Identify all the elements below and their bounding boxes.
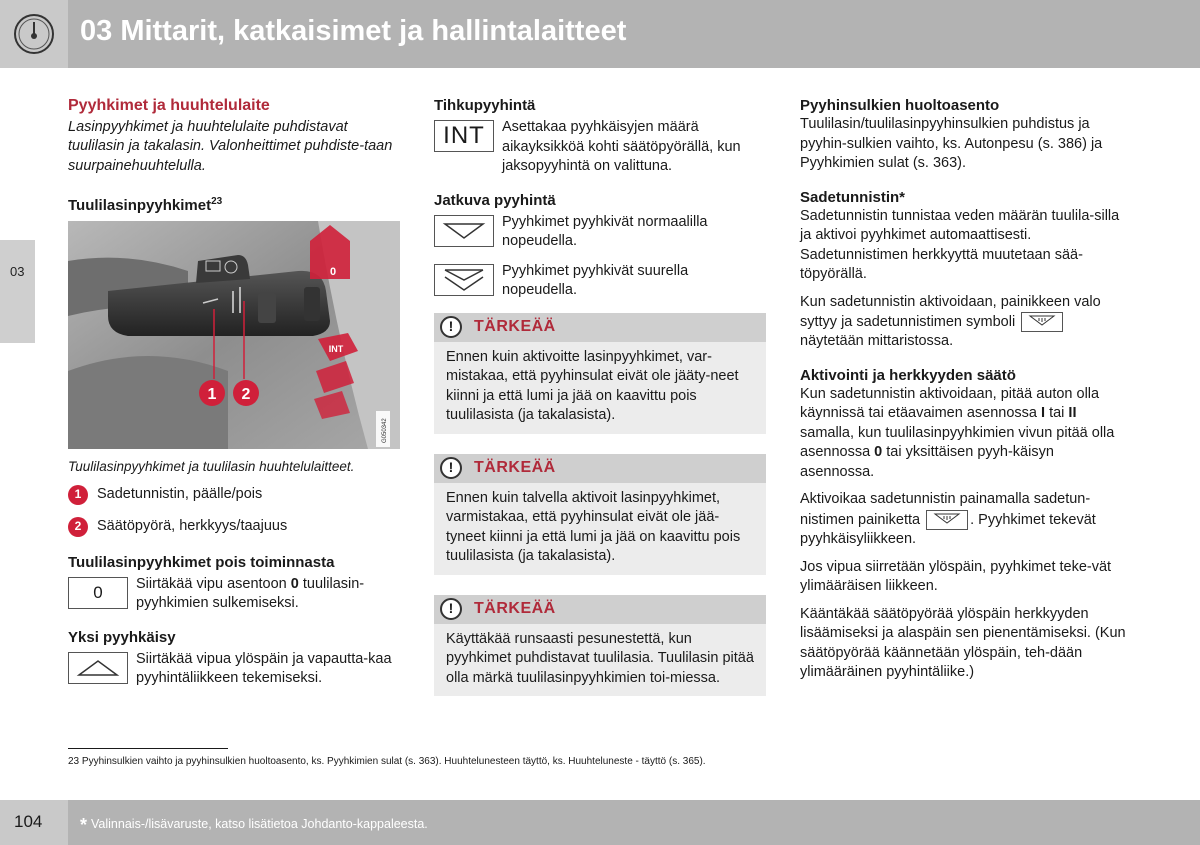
subheading-text: Tuulilasinpyyhkimet — [68, 197, 212, 214]
exclamation-icon: ! — [440, 457, 462, 479]
important-title-2: TÄRKEÄÄ — [474, 459, 556, 477]
double-triangle-down-icon — [441, 267, 487, 293]
single-wipe-symbol — [68, 652, 128, 684]
legend-number-2: 2 — [68, 517, 88, 537]
subheading-wipers-off: Tuulilasinpyyhkimet pois toiminnasta — [68, 553, 335, 571]
intermittent-text: Asettakaa pyyhkäisyjen määrä aikayksikköä kohti säätöpyörällä, kun jaksopyyhintä on valittuna. — [502, 119, 741, 174]
activation-p2-a: Aktivoikaa sadetunnistin painamalla sadetun-nistimen painiketta — [800, 491, 1091, 528]
page-header — [0, 0, 1200, 68]
exclamation-icon: ! — [440, 316, 462, 338]
page-number-box — [0, 800, 68, 845]
triangle-up-icon — [75, 657, 121, 679]
single-wipe-row — [68, 650, 400, 689]
activation-p1-d: samalla, kun tuulilasinpyyhkimien vivun pitää olla asennossa — [800, 424, 1115, 461]
activation-p1-bold-2: II — [1068, 405, 1077, 422]
important-text-2: Ennen kuin talvella aktivoit lasinpyyhkimet, varmistakaa, että pyyhinsulat eivät ole jää-tyneet kiinni ja että lumi ja jää on kaavittu pois tuulilasista (ja takalasista). — [446, 489, 741, 564]
important-box-2 — [434, 454, 766, 575]
footnote: 23 Pyyhinsulkien vaihto ja pyyhinsulkien huoltoasento, ks. Pyyhkimien sulat (s. 363). Huuhtelunesteen täyttö, ks. Huuhteluneste - täyttö (s. 365). — [68, 756, 706, 767]
legend-item-1 — [68, 485, 400, 505]
continuous-normal-text: Pyyhkimet pyyhkivät normaalilla nopeudella. — [502, 213, 708, 249]
position-0-symbol: 0 — [68, 577, 128, 609]
triangle-down-icon — [441, 220, 487, 242]
footnote-rule — [68, 748, 228, 749]
important-title-3: TÄRKEÄÄ — [474, 600, 556, 618]
activation-p2 — [800, 490, 1130, 549]
wipers-off-row — [68, 575, 400, 614]
gauge-icon — [0, 0, 68, 68]
fast-speed-symbol — [434, 264, 494, 296]
subheading-continuous: Jatkuva pyyhintä — [434, 191, 556, 209]
important-box-1 — [434, 313, 766, 434]
activation-p1-a: Kun sadetunnistin aktivoidaan, pitää auton olla käynnissä tai etäavaimen asennossa — [800, 385, 1100, 422]
page-title: 03 Mittarit, katkaisimet ja hallintalaitteet — [80, 15, 627, 47]
exclamation-icon: ! — [440, 598, 462, 620]
callout-2: 2 — [241, 386, 251, 403]
chapter-tab — [0, 240, 35, 343]
important-title-1: TÄRKEÄÄ — [474, 318, 556, 336]
gauge-icon-box — [0, 0, 68, 68]
legend-number-1: 1 — [68, 485, 88, 505]
subheading-single-wipe: Yksi pyyhkäisy — [68, 628, 176, 646]
chapter-tab-label: 03 — [10, 264, 25, 279]
normal-speed-symbol — [434, 215, 494, 247]
activation-p1-c: tai — [1045, 405, 1069, 422]
marker-0: 0 — [329, 266, 337, 278]
page-footer — [0, 800, 1200, 845]
wipers-off-text-b: tuulilasin-pyyhkimien sulkemiseksi. — [136, 575, 365, 611]
continuous-normal-row — [434, 213, 766, 252]
wipers-off-text-a: Siirtäkää vipu asentoon — [136, 575, 291, 592]
footnote-ref: 23 — [211, 196, 223, 207]
legend-text-2: Säätöpyörä, herkkyys/taajuus — [97, 517, 288, 534]
rain-sensor-icon — [1027, 313, 1057, 327]
callout-1: 1 — [207, 386, 217, 403]
column-2 — [434, 96, 766, 696]
column-1 — [68, 96, 400, 689]
rain-sensor-text: Sadetunnistin tunnistaa veden määrän tuulila-silla ja aktivoi pyyhkimet automaattisesti. Sadetunnistimen herkkyyttä muutetaan sää-töpyörällä. — [800, 207, 1120, 282]
rain-sensor-symbol — [1021, 312, 1063, 332]
int-symbol: INT — [434, 120, 494, 152]
asterisk: * — [80, 815, 88, 835]
service-position-text: Tuulilasin/tuulilasinpyyhinsulkien puhdistus ja pyyhin-sulkien vaihto, ks. Autonpesu (s. 386) ja Pyyhkimien sulat (s. 363). — [800, 116, 1103, 171]
activation-p4: Kääntäkää säätöpyörää ylöspäin herkkyyden lisäämiseksi ja alaspäin sen pienentämiseksi. (Kun säätöpyörää käännetään ylöspäin, teh-dään ylimääräinen pyyhintäliike.) — [800, 605, 1126, 681]
legend-item-2 — [68, 517, 400, 537]
intermittent-row — [434, 118, 766, 177]
photo-code: G050342 — [382, 418, 388, 443]
subheading-windshield-wipers — [68, 192, 400, 215]
activation-p3: Jos vipua siirretään ylöspäin, pyyhkimet teke-vät ylimääräisen liikkeen. — [800, 558, 1112, 595]
important-header-1 — [434, 313, 766, 342]
wiper-stalk-photo — [68, 221, 400, 449]
wipers-off-bold: 0 — [290, 575, 299, 592]
continuous-fast-text: Pyyhkimet pyyhkivät suurella nopeudella. — [502, 262, 689, 298]
subheading-intermittent: Tihkupyyhintä — [434, 97, 536, 114]
activation-p2-b: . Pyyhkimet tekevät pyyhkäisyliikkeen. — [800, 511, 1096, 548]
continuous-fast-row — [434, 262, 766, 301]
single-wipe-text: Siirtäkää vipua ylöspäin ja vapautta-kaa pyyhintäliikkeen tekemiseksi. — [136, 650, 392, 686]
section-heading-wipers: Pyyhkimet ja huuhtelulaite — [68, 97, 270, 114]
wiper-stalk-illustration — [68, 221, 400, 449]
rain-sensor-button-symbol — [926, 510, 968, 530]
important-text-1: Ennen kuin aktivoitte lasinpyyhkimet, var-mistakaa, että pyyhinsulat eivät ole jääty-neet kiinni ja että lumi ja jää on kaavittu pois tuulilasista (ja takalasista). — [446, 348, 739, 423]
rain-sensor-symbol-paragraph — [800, 293, 1130, 352]
subheading-activation: Aktivointi ja herkkyyden säätö — [800, 366, 1016, 384]
subheading-service-position: Pyyhinsulkien huoltoasento — [800, 97, 1000, 114]
rain-sensor-p2-b: näytetään mittaristossa. — [800, 333, 954, 350]
section-intro: Lasinpyyhkimet ja huuhtelulaite puhdistavat tuulilasin ja takalasin. Valonheittimet puhdiste-taan suurpainehuuhtelulla. — [68, 118, 393, 174]
optional-equipment-note — [80, 815, 428, 836]
activation-p1-bold-3: 0 — [874, 444, 883, 461]
activation-p1 — [800, 385, 1130, 483]
important-header-2 — [434, 454, 766, 483]
important-box-3 — [434, 595, 766, 697]
activation-p1-bold-1: I — [1041, 405, 1046, 422]
rain-sensor-p2-a: Kun sadetunnistin aktivoidaan, painikkeen valo syttyy ja sadetunnistimen symboli — [800, 293, 1101, 330]
subheading-rain-sensor: Sadetunnistin* — [800, 188, 906, 206]
optional-equipment-text: Valinnais-/lisävaruste, katso lisätietoa Johdanto-kappaleesta. — [91, 817, 428, 831]
legend-text-1: Sadetunnistin, päälle/pois — [97, 485, 263, 502]
page-number: 104 — [14, 812, 43, 831]
important-text-3: Käyttäkää runsaasti pesunestettä, kun pyyhkimet puhdistavat tuulilasia. Tuulilasin pitää olla märkä tuulilasinpyyhkimien toi-miessa. — [446, 630, 754, 686]
important-header-3 — [434, 595, 766, 624]
rain-sensor-icon — [932, 511, 962, 525]
photo-caption: Tuulilasinpyyhkimet ja tuulilasin huuhtelulaitteet. — [68, 459, 355, 474]
marker-int: INT — [328, 344, 344, 354]
column-3 — [800, 96, 1130, 683]
wipers-off-text — [136, 575, 400, 614]
activation-p1-e: tai yksittäisen pyyh-käisyn asennossa. — [800, 444, 1054, 480]
